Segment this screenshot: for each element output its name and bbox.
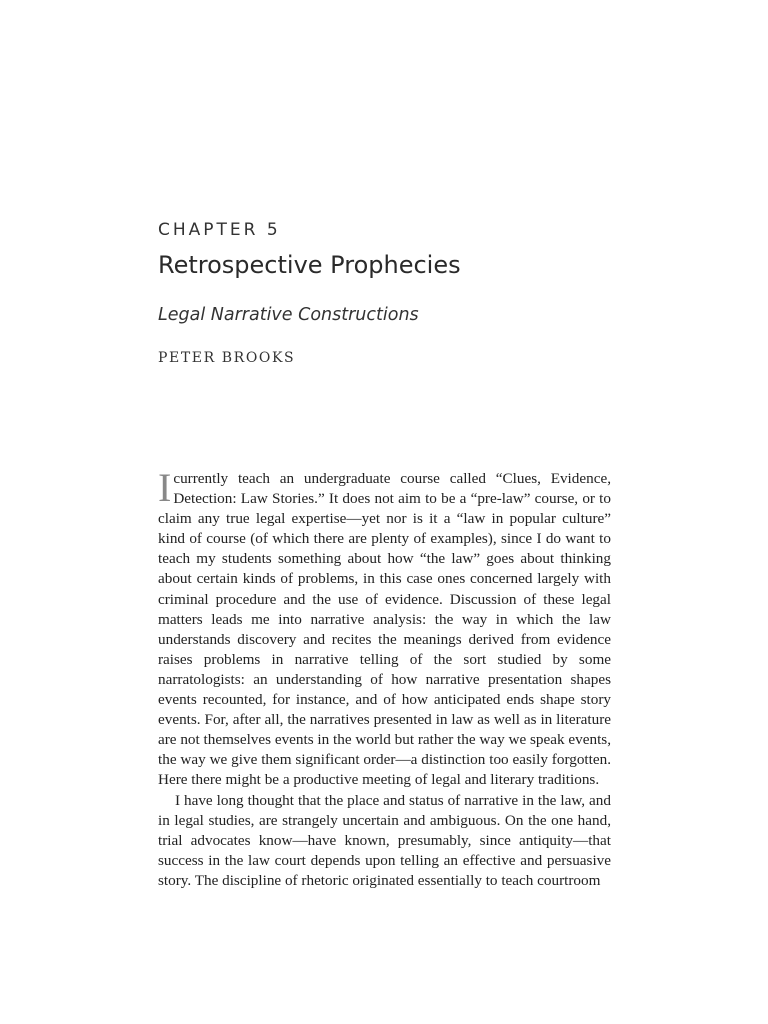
book-page [158,0,611,1024]
chapter-number: CHAPTER 5 [158,220,281,240]
paragraph-2: I have long thought that the place and status of narrative in the law, and in legal studies, are strangely uncertain and ambiguous. On the one hand, trial advocates know—have known, presumably, since antiquity—that success in the law court depends upon telling an effective and persuasive story. The discipline of rhetoric originated essentially to teach courtroom [158,791,611,889]
drop-cap: I [158,465,172,510]
chapter-body [158,465,611,891]
paragraph-1 [158,465,611,791]
chapter-subtitle: Legal Narrative Constructions [158,305,419,325]
author-name: PETER BROOKS [158,350,296,366]
paragraph-1-text: currently teach an undergraduate course called “Clues, Evidence, Detection: Law Stories.” It does not aim to be a “pre-law” course, or to claim any true legal expertise—yet nor is it a “law in popular culture” kind of course (of which there are plenty of examples), since I do want to teach my students something about how “the law” goes about thinking about certain kinds of problems, in this case ones concerned largely with criminal procedure and the use of evidence. Discussion of these legal matters leads me into narrative analysis: the way in which the law understands discovery and recites the meanings derived from evidence raises problems in narrative telling of the sort studied by some narratologists: an understanding of how narrative presentation shapes events recounted, for instance, and of how anticipated ends shape story events. For, after all, the narratives presented in law as well as in literature are not themselves events in the world but rather the way we speak events, the way we give them significant order—a distinction too easily forgotten. Here there might be a productive meeting of legal and literary traditions. [158,470,611,789]
chapter-title: Retrospective Prophecies [158,251,461,279]
